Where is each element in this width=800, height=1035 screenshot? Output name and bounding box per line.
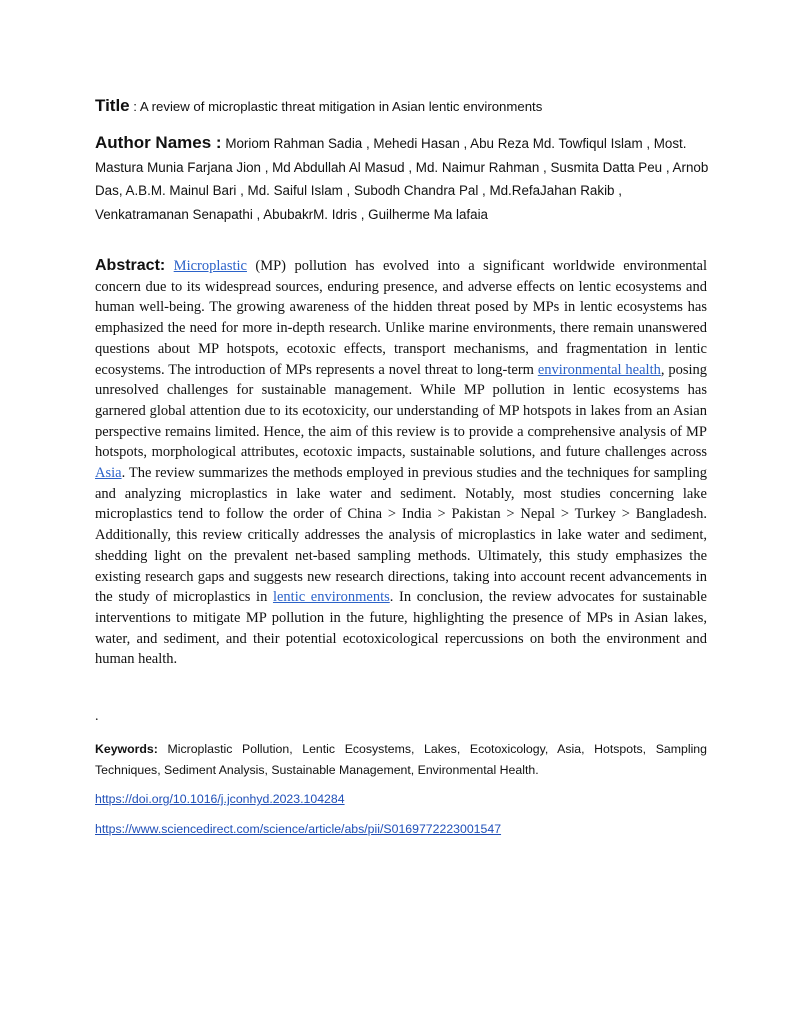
- doi-line: [95, 792, 345, 806]
- abstract-text-4: . In conclusion, the review advocates for sustainable interventions to mitigate MP pollution in the future, highlighting the presence of MPs in Asian lakes, water, and sediment, and their potential ecotoxicological repercussions on both the environment and human health.: [95, 589, 707, 668]
- title-separator: :: [129, 99, 140, 114]
- asia-link[interactable]: Asia: [95, 465, 122, 482]
- title-label: Title: [95, 96, 130, 115]
- abstract-text-1: (MP) pollution has evolved into a significant worldwide environmental concern due to its widespread sources, enduring presence, and adverse effects on lentic ecosystems and human well-being. The growing awareness of the hidden threat posed by MPs in lentic ecosystems has emphasized the need for more in-depth research. Unlike marine environments, there remain unanswered questions about MP hotspots, ecotoxic effects, transport mechanisms, and fragmentation in lentic ecosystems. The introduction of MPs represents a novel threat to long-term: [95, 258, 707, 378]
- authors-list: Moriom Rahman Sadia , Mehedi Hasan , Abu Reza Md. Towfiqul Islam , Most. Mastura Munia Farjana Jion , Md Abdullah Al Masud , Md. Naimur Rahman , Susmita Datta Peu , Arnob Das, A.B.M. Mainul Bari , Md. Saiful Islam , Subodh Chandra Pal , Md.RefaJahan Rakib , Venkatramanan Senapathi , AbubakrM. Idris , Guilherme Ma lafaia: [95, 136, 709, 222]
- trailing-dot: .: [95, 709, 99, 724]
- title-text: A review of microplastic threat mitigation in Asian lentic environments: [139, 99, 543, 114]
- sciencedirect-link[interactable]: https://www.sciencedirect.com/science/article/abs/pii/S0169772223001547: [95, 822, 502, 836]
- environmental-health-link[interactable]: environmental health: [537, 361, 661, 378]
- abstract: [95, 256, 707, 670]
- doi-link[interactable]: https://doi.org/10.1016/j.jconhyd.2023.104284: [95, 792, 345, 806]
- abstract-text-2: , posing unresolved challenges for sustainable management. While MP pollution in lentic ecosystems has garnered global attention due to its ecotoxicity, our understanding of MP hotspots in lakes from an Asian perspective remains limited. Hence, the aim of this review is to provide a comprehensive analysis of MP hotspots, morphological attributes, ecotoxic impacts, sustainable solutions, and future challenges across: [95, 361, 708, 461]
- abstract-label: Abstract:: [95, 257, 166, 274]
- keywords-label: Keywords:: [95, 742, 158, 756]
- microplastic-link[interactable]: Microplastic: [173, 258, 247, 274]
- keywords-list: Microplastic Pollution, Lentic Ecosystems, Lakes, Ecotoxicology, Asia, Hotspots, Sampling Techniques, Sediment Analysis, Sustainable Management, Environmental Health.: [95, 742, 707, 777]
- keywords: [95, 739, 707, 781]
- title-line: [95, 96, 710, 116]
- author-names: [95, 131, 711, 226]
- abstract-text-3: . The review summarizes the methods employed in previous studies and the techniques for sampling and analyzing microplastics in lake water and sediment. Notably, most studies concerning lake microplastics tend to follow the order of China > India > Pakistan > Nepal > Turkey > Bangladesh. Additionally, this review critically addresses the analysis of microplastics in lake water and sediment, shedding light on the prevalent net-based sampling methods. Ultimately, this study emphasizes the existing research gaps and suggests new research directions, taking into account recent advancements in the study of microplastics in: [95, 465, 707, 606]
- sciencedirect-line: [95, 822, 501, 836]
- authors-label: Author Names :: [95, 133, 222, 152]
- lentic-environments-link[interactable]: lentic environments: [272, 589, 390, 606]
